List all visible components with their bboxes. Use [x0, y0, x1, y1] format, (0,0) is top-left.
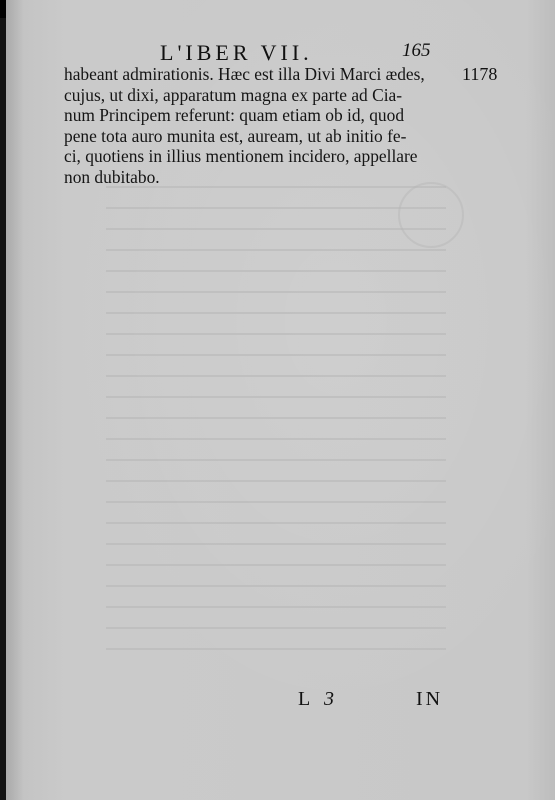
signature-mark: L [298, 688, 312, 710]
catchword: IN [416, 688, 444, 710]
bleed-through-line [106, 396, 446, 398]
bleed-through-line [106, 627, 446, 629]
body-line: ci, quotiens in illius mentionem incidero, appellare [64, 146, 418, 166]
bleed-through-line [106, 480, 446, 482]
bleed-through-text [106, 186, 446, 669]
bleed-through-line [106, 564, 446, 566]
bleed-through-line [106, 417, 446, 419]
bleed-through-line [106, 270, 446, 272]
bleed-through-line [106, 249, 446, 251]
body-text [64, 64, 464, 187]
margin-year: 1178 [462, 64, 498, 84]
bleed-through-line [106, 522, 446, 524]
bleed-through-line [106, 501, 446, 503]
body-line: habeant admirationis. Hæc est illa Divi Marci ædes, [64, 64, 425, 84]
bleed-through-line [106, 543, 446, 545]
running-head: L'IBER VII. [160, 40, 313, 65]
body-line: pene tota auro munita est, auream, ut ab initio fe- [64, 125, 407, 146]
bleed-through-line [106, 228, 446, 230]
bleed-through-line [106, 459, 446, 461]
body-line: cujus, ut dixi, apparatum magna ex parte ad Cia- [64, 84, 403, 105]
bleed-through-line [106, 648, 446, 650]
bleed-through-line [106, 207, 446, 209]
bleed-through-line [106, 333, 446, 335]
bleed-through-line [106, 375, 446, 377]
bleed-through-line [106, 438, 446, 440]
body-line: non dubitabo. [64, 166, 160, 187]
bleed-through-line [106, 585, 446, 587]
bleed-through-line [106, 606, 446, 608]
bleed-through-line [106, 312, 446, 314]
page-number: 165 [402, 40, 431, 61]
body-line: num Principem referunt: quam etiam ob id, quod [64, 105, 405, 125]
book-page [6, 0, 555, 800]
bleed-through-line [106, 291, 446, 293]
bleed-through-line [106, 354, 446, 356]
signature-number: 3 [324, 688, 334, 710]
